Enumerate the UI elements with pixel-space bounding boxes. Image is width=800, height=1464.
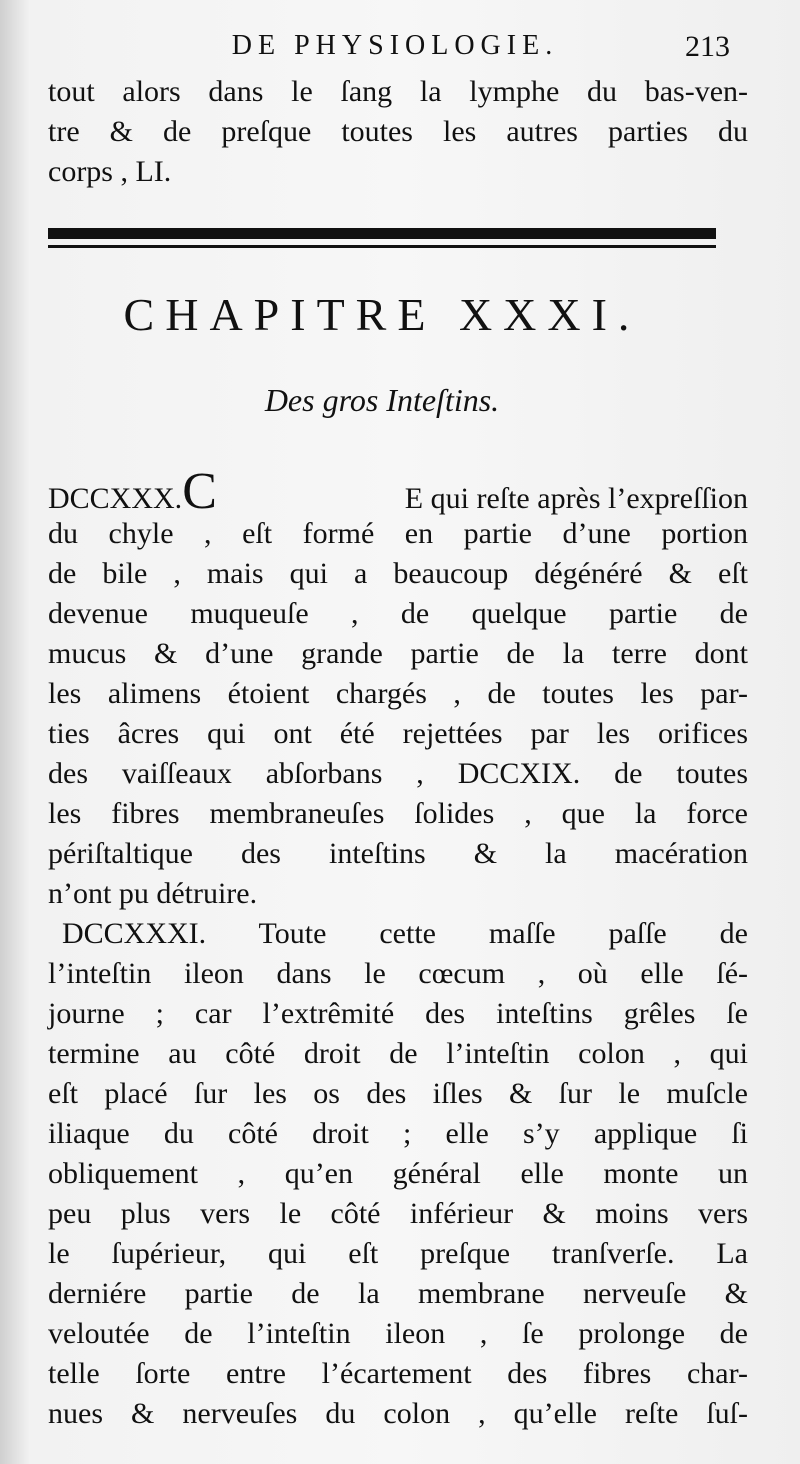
text-line: de bile , mais qui a beaucoup dégénéré & eſt bbox=[48, 557, 748, 590]
paragraph-number: DCCXXX. bbox=[48, 482, 183, 515]
drop-cap: C bbox=[182, 463, 217, 520]
section-rule-thick bbox=[48, 228, 716, 239]
text-line: obliquement , qu’en général elle monte un bbox=[48, 1157, 748, 1190]
carryover-text bbox=[48, 72, 748, 192]
text-line: corps , LI. bbox=[48, 155, 172, 188]
text-line: mucus & d’une grande partie de la terre dont bbox=[48, 637, 748, 670]
section-rule-thin bbox=[48, 245, 716, 248]
paragraph-first-line bbox=[48, 463, 748, 520]
text-line: tre & de preſque toutes les autres parties du bbox=[48, 115, 748, 148]
text-line: nues & nerveuſes du colon , qu’elle reſte ſuſ- bbox=[48, 1397, 748, 1430]
text-line: peu plus vers le côté inférieur & moins vers bbox=[48, 1197, 748, 1230]
text-line: l’inteſtin ileon dans le cœcum , où elle ſé- bbox=[48, 957, 748, 990]
page-number: 213 bbox=[685, 30, 730, 63]
text-line: derniére partie de la membrane nerveuſe & bbox=[48, 1277, 748, 1310]
text-line: devenue muqueuſe , de quelque partie de bbox=[48, 597, 748, 630]
chapter-body bbox=[48, 463, 748, 1434]
text-line: du chyle , eſt formé en partie d’une portion bbox=[48, 517, 748, 550]
text-line: veloutée de l’inteſtin ileon , ſe prolonge de bbox=[48, 1317, 748, 1350]
text-line: ties âcres qui ont été rejettées par les orifices bbox=[48, 717, 748, 750]
text-line: termine au côté droit de l’inteſtin colon , qui bbox=[48, 1037, 748, 1070]
text-line: les alimens étoient chargés , de toutes les par- bbox=[48, 677, 748, 710]
chapter-heading: CHAPITRE XXXI. bbox=[123, 289, 641, 340]
text-line: le ſupérieur, qui eſt preſque tranſverſe. La bbox=[48, 1237, 748, 1270]
text-line: journe ; car l’extrêmité des inteſtins grêles ſe bbox=[48, 997, 748, 1030]
text-line: tout alors dans le ſang la lymphe du bas-ven- bbox=[48, 75, 748, 108]
text-line: eſt placé ſur les os des iſles & ſur le muſcle bbox=[48, 1077, 748, 1110]
text-line: iliaque du côté droit ; elle s’y applique ſi bbox=[48, 1117, 748, 1150]
text-line: telle ſorte entre l’écartement des fibres char- bbox=[48, 1357, 748, 1390]
running-title: DE PHYSIOLOGIE. bbox=[231, 30, 559, 61]
text-line: périſtaltique des inteſtins & la macération bbox=[48, 837, 748, 870]
first-line-text: E qui reſte après l’expreſſion bbox=[404, 482, 748, 515]
running-head bbox=[0, 30, 800, 74]
text-line: des vaiſſeaux abſorbans , DCCXIX. de toutes bbox=[48, 757, 748, 790]
text-line: DCCXXXI. Toute cette maſſe paſſe de bbox=[62, 917, 748, 950]
chapter-subtitle: Des gros Inteſtins. bbox=[264, 382, 500, 418]
text-line: n’ont pu détruire. bbox=[48, 877, 258, 910]
text-line: les fibres membraneuſes ſolides , que la force bbox=[48, 797, 748, 830]
